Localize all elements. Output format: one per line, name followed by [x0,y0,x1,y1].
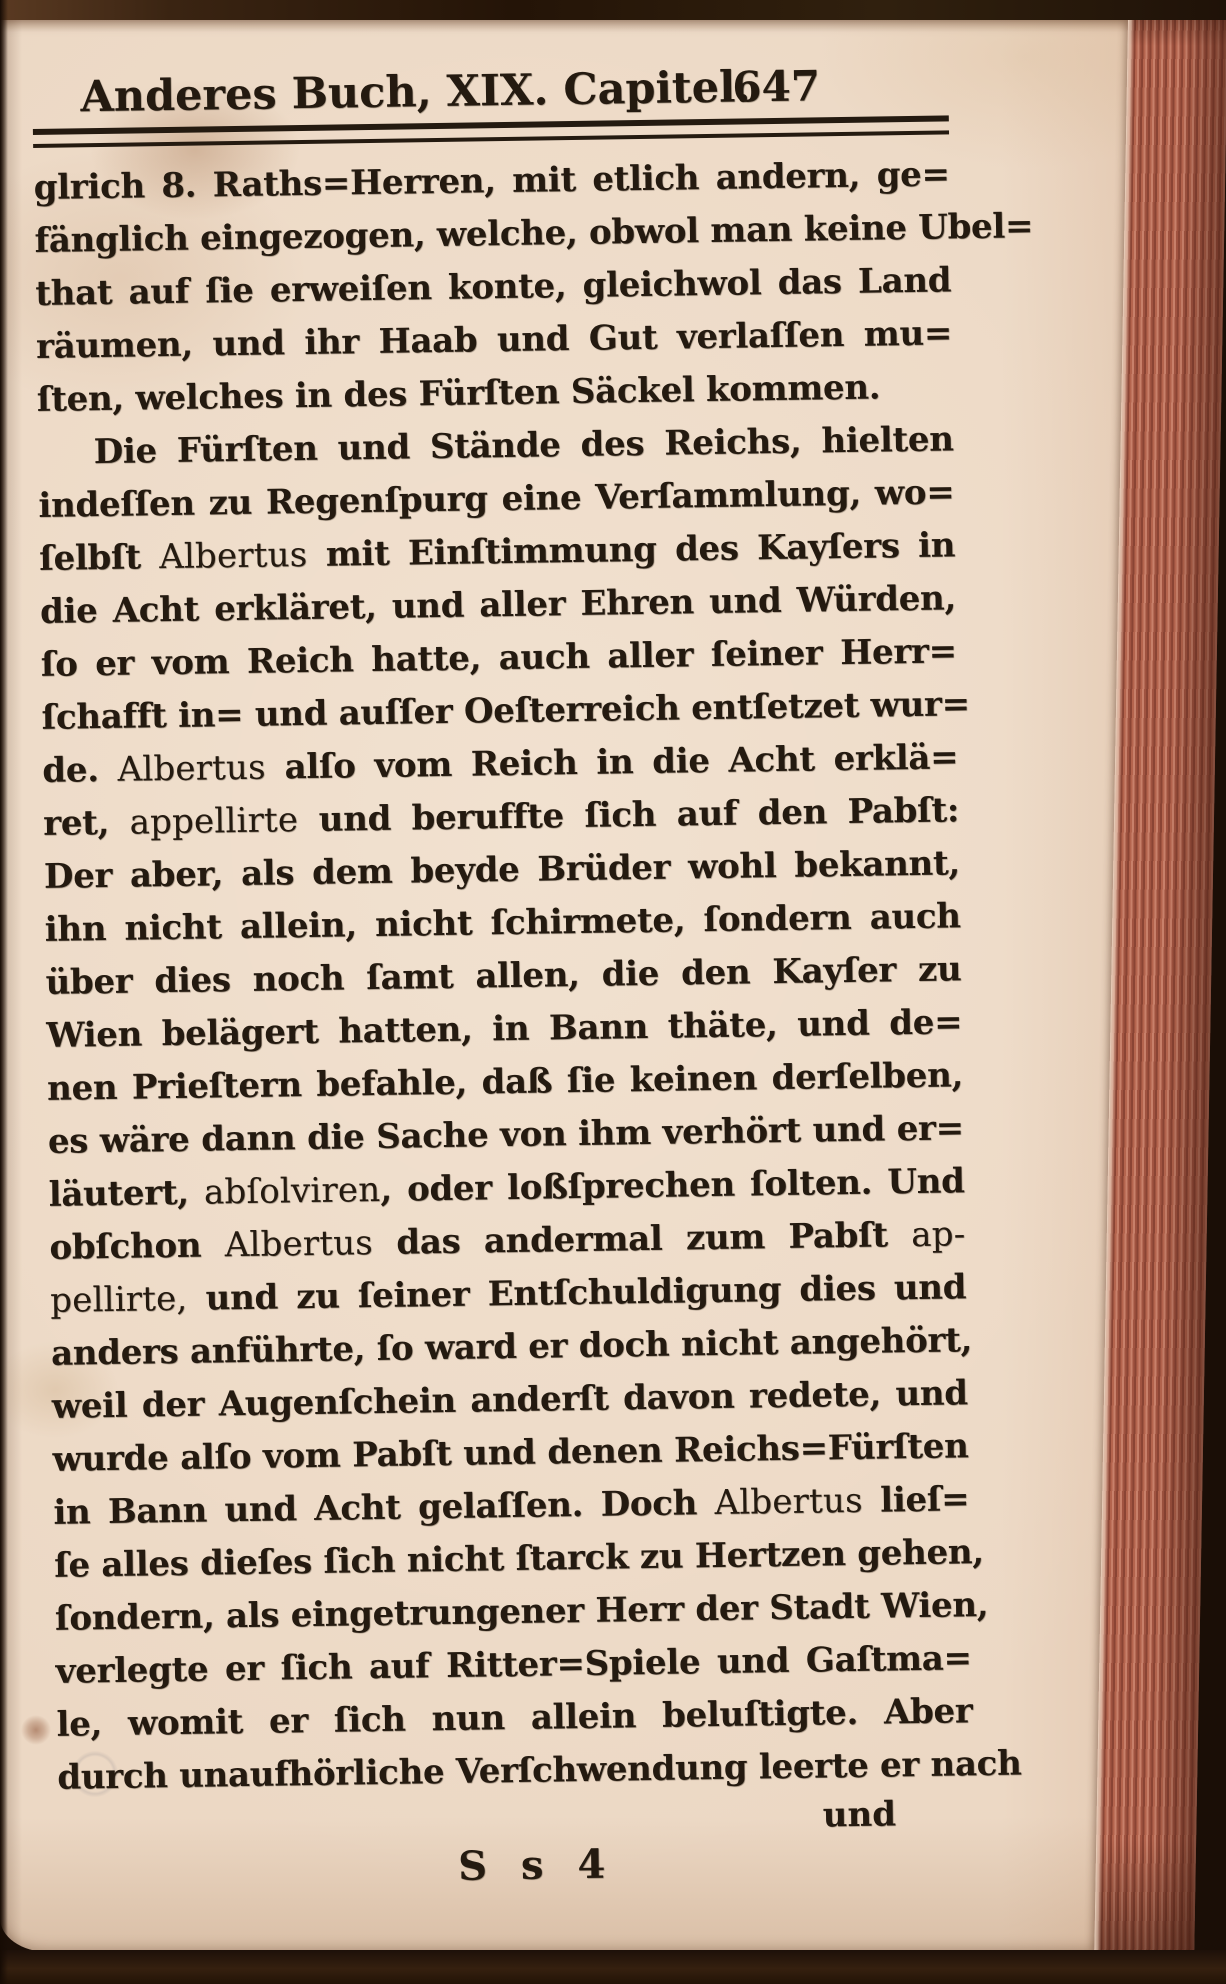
text-line: die Acht erkläret, und aller Ehren und Würden, [39,578,957,632]
body-lines [33,148,1034,1804]
text-line: Der aber, als dem beyde Brüder wohl bekannt, [43,843,961,897]
text-line: fänglich eingezogen, welche, obwol man keine Ubel= [34,206,1034,261]
text-line: ſten, welches in des Fürſten Säckel kommen. [36,367,881,420]
text-line: Wien belägert hatten, in Bann thäte, und de= [46,1002,963,1056]
text-line: ſelbſt Albertus mit Einſtimmung des Kayſers in [38,525,956,579]
text-line: räumen, und ihr Haab und Gut verlaſſen mu= [35,313,953,367]
text-line: durch unaufhörliche Verſchwendung leerte er nach [57,1743,1022,1798]
page-number: 647 [731,61,821,112]
text-line: le, womit er ſich nun allein beluſtigte. Aber [56,1691,973,1745]
signature-mark: S s 4 [457,1840,616,1890]
text-line: ſe alles dieſes ſich nicht ſtarck zu Hertzen gehen, [53,1532,985,1586]
text-line: wurde alſo vom Pabſt und denen Reichs=Fürſten [52,1426,969,1480]
text-line: pellirte, und zu ſeiner Entſchuldigung dies und [49,1267,967,1321]
text-line: de. Albertus alſo vom Reich in die Acht erklä= [42,737,959,791]
text-line: nen Prieſtern befahle, daß ſie keinen derſelben, [46,1055,964,1109]
printed-text-block [32,56,1034,1934]
text-line: weil der Augenſchein anderſt davon redete, und [51,1373,969,1427]
page-footer [58,1791,976,1935]
text-line: läutert, abſolviren, oder loßſprechen ſolten. Und [48,1161,965,1215]
text-line: ſondern, als eingetrungener Herr der Stadt Wien, [54,1584,989,1639]
book-cover-top [0,0,1226,20]
text-line: über dies noch ſamt allen, die den Kayſer zu [45,949,962,1003]
text-line: ſchafft in= und auſſer Oeſterreich entſetzet wur= [41,684,971,738]
text-line: ſo er vom Reich hatte, auch aller ſeiner Herr= [40,631,958,685]
text-line: anders anführte, ſo ward er doch nicht angehört, [50,1320,973,1374]
header-title: Anderes Buch, XIX. Capitel. [80,62,751,123]
book-cover-bottom [0,1950,1226,1984]
text-line: that auf ſie erweiſen konte, gleichwol das Land [35,260,952,314]
text-line: ret, appellirte und beruffte ſich auf den Pabſt: [42,790,960,844]
text-line: in Bann und Acht gelaſſen. Doch Albertus lieſ= [53,1479,970,1533]
running-header [32,56,949,126]
text-line: obſchon Albertus das andermal zum Pabſt ap- [49,1214,966,1268]
text-line: ihn nicht allein, nicht ſchirmete, ſondern auch [44,896,961,950]
binding-edge-left [0,0,8,1984]
text-line: verlegte er ſich auf Ritter=Spiele und Gaſtma= [55,1638,972,1692]
text-line: Die Fürſten und Stände des Reichs, hielten [93,419,954,473]
text-line: glrich 8. Raths=Herren, mit etlich andern, ge= [33,154,950,208]
text-line: es wäre dann die Sache von ihm verhört und er= [47,1108,965,1162]
catchword: und [822,1794,897,1836]
text-line: indeſſen zu Regenſpurg eine Verſammlung, wo= [38,472,955,526]
page-paper [0,18,1164,1952]
